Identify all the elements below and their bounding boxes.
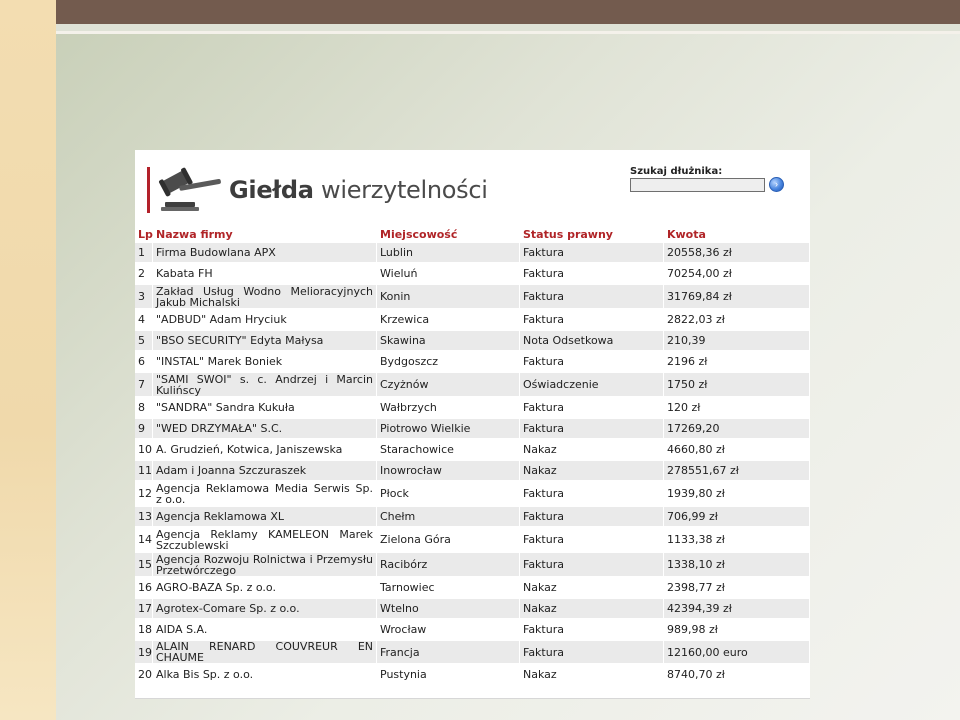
cell-amount: 120 zł: [664, 398, 810, 419]
gavel-icon: [157, 166, 223, 212]
cell-name[interactable]: Agencja Reklamowa Media Serwis Sp. z o.o.: [153, 482, 377, 507]
cell-name[interactable]: Zakład Usług Wodno Melioracyjnych Jakub Michalski: [153, 285, 377, 310]
cell-amount: 278551,67 zł: [664, 461, 810, 482]
table-row[interactable]: [135, 641, 810, 665]
cell-amount: 42394,39 zł: [664, 599, 810, 620]
cell-status: Faktura: [520, 310, 664, 331]
cell-city: Skawina: [377, 331, 520, 352]
logo-red-bar: [147, 167, 150, 213]
cell-lp: 8: [135, 398, 153, 419]
screenshot-panel: [135, 150, 810, 698]
cell-amount: 2196 zł: [664, 352, 810, 373]
cell-amount: 20558,36 zł: [664, 243, 810, 264]
cell-city: Wieluń: [377, 264, 520, 285]
table-row[interactable]: [135, 578, 810, 599]
cell-city: Zielona Góra: [377, 528, 520, 553]
table-row[interactable]: [135, 331, 810, 352]
cell-city: Lublin: [377, 243, 520, 264]
cell-lp: 6: [135, 352, 153, 373]
cell-amount: 8740,70 zł: [664, 665, 810, 686]
cell-lp: 20: [135, 665, 153, 686]
cell-status: Faktura: [520, 553, 664, 578]
left-decor-strip: [0, 0, 56, 720]
cell-city: Wrocław: [377, 620, 520, 641]
cell-city: Francja: [377, 641, 520, 665]
cell-lp: 18: [135, 620, 153, 641]
table-header-row: [135, 226, 810, 243]
cell-name[interactable]: Agencja Reklamowa XL: [153, 507, 377, 528]
cell-name[interactable]: Agencja Reklamy KAMELEON Marek Szczublewski: [153, 528, 377, 553]
cell-status: Nota Odsetkowa: [520, 331, 664, 352]
table-row[interactable]: [135, 553, 810, 578]
cell-status: Faktura: [520, 285, 664, 310]
cell-name[interactable]: "WED DRZYMAŁA" S.C.: [153, 419, 377, 440]
cell-status: Faktura: [520, 264, 664, 285]
table-row[interactable]: [135, 373, 810, 398]
cell-status: Nakaz: [520, 461, 664, 482]
cell-city: Chełm: [377, 507, 520, 528]
cell-name[interactable]: A. Grudzień, Kotwica, Janiszewska: [153, 440, 377, 461]
cell-lp: 15: [135, 553, 153, 578]
table-row[interactable]: [135, 482, 810, 507]
cell-city: Bydgoszcz: [377, 352, 520, 373]
col-header-amount[interactable]: Kwota: [664, 226, 810, 243]
cell-status: Faktura: [520, 419, 664, 440]
cell-city: Piotrowo Wielkie: [377, 419, 520, 440]
table-row[interactable]: [135, 310, 810, 331]
cell-city: Płock: [377, 482, 520, 507]
table-row[interactable]: [135, 243, 810, 264]
table-row[interactable]: [135, 461, 810, 482]
table-row[interactable]: [135, 665, 810, 686]
cell-lp: 4: [135, 310, 153, 331]
cell-status: Faktura: [520, 398, 664, 419]
table-row[interactable]: [135, 264, 810, 285]
top-bar: [56, 0, 960, 24]
cell-name[interactable]: AGRO-BAZA Sp. z o.o.: [153, 578, 377, 599]
table-row[interactable]: [135, 419, 810, 440]
cell-name[interactable]: Adam i Joanna Szczuraszek: [153, 461, 377, 482]
cell-amount: 4660,80 zł: [664, 440, 810, 461]
cell-status: Faktura: [520, 641, 664, 665]
cell-lp: 9: [135, 419, 153, 440]
cell-name[interactable]: Kabata FH: [153, 264, 377, 285]
table-row[interactable]: [135, 398, 810, 419]
cell-name[interactable]: "BSO SECURITY" Edyta Małysa: [153, 331, 377, 352]
cell-lp: 10: [135, 440, 153, 461]
cell-name[interactable]: ALAIN RENARD COUVREUR EN CHAUME: [153, 641, 377, 665]
table-row[interactable]: [135, 507, 810, 528]
cell-status: Faktura: [520, 243, 664, 264]
cell-city: Wałbrzych: [377, 398, 520, 419]
cell-city: Konin: [377, 285, 520, 310]
cell-city: Starachowice: [377, 440, 520, 461]
col-header-city[interactable]: Miejscowość: [377, 226, 520, 243]
cell-city: Pustynia: [377, 665, 520, 686]
cell-status: Nakaz: [520, 665, 664, 686]
cell-amount: 2398,77 zł: [664, 578, 810, 599]
col-header-name[interactable]: Nazwa firmy: [153, 226, 377, 243]
cell-lp: 19: [135, 641, 153, 665]
site-logo-text: Giełda wierzytelności: [229, 176, 488, 204]
cell-name[interactable]: "INSTAL" Marek Boniek: [153, 352, 377, 373]
cell-city: Racibórz: [377, 553, 520, 578]
cell-city: Krzewica: [377, 310, 520, 331]
cell-city: Czyżnów: [377, 373, 520, 398]
cell-amount: 31769,84 zł: [664, 285, 810, 310]
cell-amount: 70254,00 zł: [664, 264, 810, 285]
cell-amount: 210,39: [664, 331, 810, 352]
cell-name[interactable]: Firma Budowlana APX: [153, 243, 377, 264]
cell-amount: 1939,80 zł: [664, 482, 810, 507]
search-label: Szukaj dłużnika:: [630, 166, 723, 177]
table-row[interactable]: [135, 352, 810, 373]
table-row[interactable]: [135, 528, 810, 553]
cell-name[interactable]: "ADBUD" Adam Hryciuk: [153, 310, 377, 331]
cell-status: Faktura: [520, 620, 664, 641]
cell-name[interactable]: Alka Bis Sp. z o.o.: [153, 665, 377, 686]
cell-city: Inowrocław: [377, 461, 520, 482]
cell-lp: 17: [135, 599, 153, 620]
cell-lp: 1: [135, 243, 153, 264]
table-row[interactable]: [135, 599, 810, 620]
cell-name[interactable]: "SAMI SWOI" s. c. Andrzej i Marcin Kulińscy: [153, 373, 377, 398]
table-row[interactable]: [135, 285, 810, 310]
cell-amount: 706,99 zł: [664, 507, 810, 528]
cell-status: Nakaz: [520, 578, 664, 599]
search-go-icon[interactable]: ›: [769, 177, 784, 192]
cell-amount: 12160,00 euro: [664, 641, 810, 665]
cell-name[interactable]: Agrotex-Comare Sp. z o.o.: [153, 599, 377, 620]
cell-status: Nakaz: [520, 599, 664, 620]
col-header-lp[interactable]: Lp: [135, 226, 153, 243]
table-row[interactable]: [135, 440, 810, 461]
cell-status: Faktura: [520, 528, 664, 553]
cell-lp: 3: [135, 285, 153, 310]
cell-lp: 5: [135, 331, 153, 352]
cell-lp: 16: [135, 578, 153, 599]
cell-city: Tarnowiec: [377, 578, 520, 599]
cell-lp: 11: [135, 461, 153, 482]
cell-lp: 2: [135, 264, 153, 285]
cell-status: Nakaz: [520, 440, 664, 461]
cell-status: Faktura: [520, 482, 664, 507]
cell-amount: 17269,20: [664, 419, 810, 440]
cell-name[interactable]: "SANDRA" Sandra Kukuła: [153, 398, 377, 419]
cell-lp: 7: [135, 373, 153, 398]
cell-name[interactable]: Agencja Rozwoju Rolnictwa i Przemysłu Przetwórczego: [153, 553, 377, 578]
cell-lp: 14: [135, 528, 153, 553]
cell-status: Oświadczenie: [520, 373, 664, 398]
table-row[interactable]: [135, 620, 810, 641]
cell-amount: 1133,38 zł: [664, 528, 810, 553]
search-debtor-input[interactable]: [630, 178, 765, 192]
cell-amount: 1750 zł: [664, 373, 810, 398]
cell-amount: 1338,10 zł: [664, 553, 810, 578]
cell-lp: 13: [135, 507, 153, 528]
debtors-table: [135, 226, 810, 686]
cell-amount: 989,98 zł: [664, 620, 810, 641]
cell-lp: 12: [135, 482, 153, 507]
cell-name[interactable]: AIDA S.A.: [153, 620, 377, 641]
cell-amount: 2822,03 zł: [664, 310, 810, 331]
cell-status: Faktura: [520, 352, 664, 373]
cell-city: Wtelno: [377, 599, 520, 620]
cell-status: Faktura: [520, 507, 664, 528]
col-header-status[interactable]: Status prawny: [520, 226, 664, 243]
